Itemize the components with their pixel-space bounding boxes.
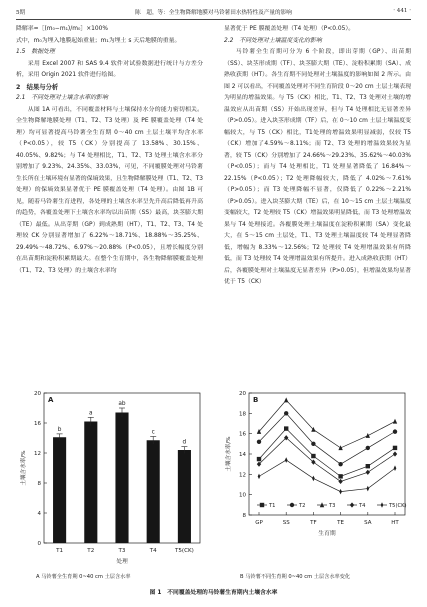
data-point: [393, 419, 397, 424]
figure-1b-panel: [221, 383, 411, 571]
y-tick-label: 20: [239, 391, 246, 397]
bar-t4: [147, 440, 160, 543]
y-tick-label: 14: [239, 452, 246, 458]
y-tick-label: 20: [34, 391, 41, 397]
data-point: [393, 451, 397, 456]
paragraph: 马铃薯全生育期可分为 6 个阶段，即出芽期（GP）、出苗期（SS）、块茎形成期（TF）、块茎膨大期（TE）、淀粉积累期（SA）、成熟收获期（HT）。各生育期不同处理对土壤温度的影响如图 2 所示。由图 2 可以看出，不同覆盖处理对不同生育阶段 0～20 cm 土层土壤表现为明显的增温效果。与 T5（CK）相比，T1、T2、T3 处理对土壤的增温效应从出苗期（SS）开始出现差异，但与 T4 处理相比无显著差异（P>0.05）。进入块茎形成期（TF）后，在 0～10 cm 土层土壤温度变幅较大，与 T5（CK）相比，T1处理的增温效果明显减弱，仅较 T5（CK）增加了4.59%～8.11%；而 T2、T3 处理的增温效果较为显著，较 T5（CK）分别增加了 24.66%～29.23%、35.62%～40.03%（P<0.05）；而与 T4 处理相比，T1 处理显著降低了 16.84%～22.15%（P<0.05）；T2 处理降幅较大，降低了 4.02%～7.61%（P>0.05）；而 T3 处理降幅不显著，仅降低了 0.22%～2.21%（P>0.05）。进入块茎膨大期（TE）后，在 10～15 cm 土层土壤温度变幅较大，T2 处理较 T5（CK）增温效果明显降低，而 T3 处理增温效果与 T4 处理接近。各覆膜处理土壤温度在淀粉积累期（SA）变化最大，在 5～15 cm 土层处，T1、T3 处理土壤温度较 T4 处理显著降低，增幅为 8.33%～12.56%；T2 处理较 T4 处理增温效果有所降低，而 T3 处理较 T4 处理增温效果有所提升。进入成熟收获期（HT）后，各覆膜处理对土壤温度无显著差异（P>0.05），但增温效果均显著优于 T5（CK）: [224, 49, 411, 285]
x-tick-label: TE: [337, 520, 345, 526]
figure-1b-caption: B 马铃薯不同生育期 0~40 cm 土层含水率变化: [240, 574, 351, 580]
figure-1: [16, 383, 411, 603]
data-point: [338, 445, 342, 450]
x-tick-label: T5(CK): [174, 548, 194, 554]
paragraph: 从图 1A 可看出，不同覆盖材料与土壤保持水分的能力密切相关。全生物降解地膜处理（T1、T2、T3 处理）及 PE 膜覆盖处理（T4 处理）均可显著提高马铃薯全生育期 0～40 cm 土层土壤平均含水率（P<0.05），较 T5（CK）分别提高了 13.58%、30.15%、40.05%、9.82%；与 T4 处理相比，T1、T2、T3 处理土壤含水率分别增加了 9.23%、24.35%、33.03%，可见，不同覆膜处理对马铃薯生长所在土壤环境有显著的保墒效果，且生物降解膜处理（T1、T2、T3 处理）的保墒效果显著优于 PE 膜覆盖处理（T4 处理）。由图 1B 可见，随着马铃薯生育进程，各处理的土壤含水率呈先升高后降低再升高的趋势，各覆盖处理下土壤含水率均以出苗期（SS）最高，块茎膨大期（TE）最低。从出芽期（GP）到成熟期（HT），T1、T2、T3、T4 处理较 CK 分别显著增加了 6.22%～18.71%、18.88%～35.25%、29.49%～48.72%、6.97%～20.88%（P<0.05），且增长幅度分别在出苗期和淀粉积累期最大。在整个生育期中，各生物降解膜覆盖处理（T1、T2、T3 处理）的土壤含水率均: [16, 106, 203, 274]
x-tick-label: T4: [149, 548, 157, 554]
data-point: [366, 486, 369, 492]
x-tick-label: SS: [282, 520, 290, 526]
x-tick-label: GP: [255, 520, 263, 526]
right-text-column: [224, 24, 411, 289]
significance-letter: b: [57, 426, 62, 433]
x-tick-label: T3: [118, 548, 126, 554]
x-tick-label: T1: [56, 548, 64, 554]
data-point: [366, 433, 370, 438]
legend-label: T3: [329, 503, 336, 509]
data-point: [284, 411, 288, 415]
y-tick-label: 8: [37, 481, 41, 487]
data-point: [258, 474, 261, 480]
subsection-heading: 1.5 数据处理: [16, 49, 55, 55]
data-point: [284, 426, 288, 430]
data-point: [312, 476, 315, 482]
subsection-heading: 2.2 不同处理对土壤温度变化的影响: [224, 37, 322, 44]
x-tick-label: T2: [87, 548, 95, 554]
y-tick-label: 8: [242, 513, 246, 519]
data-point: [338, 479, 342, 484]
bar-t2: [84, 422, 97, 544]
legend-label: T2: [299, 503, 306, 509]
bar-t1: [53, 437, 66, 543]
line-chart-soil-moisture: [221, 383, 411, 571]
legend-marker: [350, 502, 354, 507]
significance-letter: ab: [118, 401, 126, 407]
y-tick-label: 18: [239, 411, 246, 418]
y-tick-label: 12: [239, 472, 246, 479]
data-point: [393, 429, 397, 433]
data-point: [393, 446, 397, 450]
data-point: [366, 446, 370, 450]
bar-t5ck: [178, 450, 191, 543]
y-tick-label: 12: [34, 451, 41, 457]
legend-marker: [381, 502, 384, 508]
y-tick-label: 4: [37, 511, 41, 517]
data-point: [257, 440, 261, 444]
y-axis-label: 土壤含水率/%: [21, 450, 27, 486]
data-point: [366, 464, 370, 468]
data-point: [284, 397, 288, 402]
x-axis-label: 生育期: [318, 531, 336, 537]
series-line-t5ck: [259, 460, 395, 492]
legend-label: T1: [269, 503, 276, 509]
figure-1a-caption: A 马铃薯全生育期 0~40 cm 土层含水率: [36, 574, 131, 580]
data-point: [338, 474, 342, 478]
paragraph: 显著优于 PE 膜覆盖处理（T4 处理）（P<0.05）。: [224, 26, 355, 32]
figure-title: 图 1 不同覆盖处理的马铃薯生育期内土壤含水率: [149, 590, 278, 596]
series-line-t3: [259, 400, 395, 448]
issue-label: 5期: [16, 10, 26, 16]
paragraph: 式中，m₀为埋入地膜起始重量；m₁为埋土 s 天后地膜的重量。: [16, 37, 181, 44]
data-point: [339, 489, 342, 495]
running-title: 陈 超，等：全生物降解地膜对马铃薯田水热特性及产量的影响: [135, 10, 292, 16]
figure-1a-panel: [16, 383, 206, 571]
series-line-t4: [259, 438, 395, 482]
left-text-column: [16, 24, 203, 277]
data-point: [338, 462, 342, 466]
subsection-heading: 2.1 不同处理对土壤含水率的影响: [16, 95, 108, 101]
bar-chart-soil-moisture: [16, 383, 206, 571]
legend-marker: [260, 503, 264, 507]
x-tick-label: HT: [391, 520, 399, 526]
data-point: [394, 465, 397, 471]
x-tick-label: TF: [310, 520, 317, 526]
x-axis-label: 处理: [116, 559, 128, 565]
data-point: [311, 454, 315, 458]
section-heading: 2 结果与分析: [16, 83, 59, 91]
legend-label: T4: [359, 503, 366, 509]
legend-marker: [290, 503, 294, 507]
y-axis-label: 土壤含水率/%: [226, 436, 232, 472]
series-line-t1: [259, 429, 395, 477]
panel-label: A: [48, 396, 54, 404]
page-number: · 441 ·: [393, 8, 411, 14]
data-point: [285, 457, 288, 463]
x-tick-label: SA: [364, 520, 372, 526]
y-tick-label: 16: [34, 421, 41, 427]
y-tick-label: 10: [239, 492, 246, 499]
header-rule: [16, 19, 411, 20]
bar-t3: [115, 413, 128, 544]
data-point: [257, 457, 261, 461]
significance-letter: c: [151, 429, 155, 436]
significance-letter: d: [182, 439, 187, 446]
y-tick-label: 16: [239, 431, 246, 438]
legend-label: T5(CK): [389, 503, 407, 509]
data-point: [311, 442, 315, 446]
data-point: [366, 470, 370, 475]
panel-label: B: [253, 396, 259, 404]
significance-letter: a: [89, 410, 93, 417]
y-tick-label: 0: [37, 541, 41, 547]
paragraph: 降解率=［(m₀−m₁)/m₀］×100%: [16, 26, 108, 32]
paragraph: 采用 Excel 2007 和 SAS 9.4 软件对试验数据进行统计与方差分析，采用 Origin 2021 软件进行绘图。: [16, 60, 203, 78]
